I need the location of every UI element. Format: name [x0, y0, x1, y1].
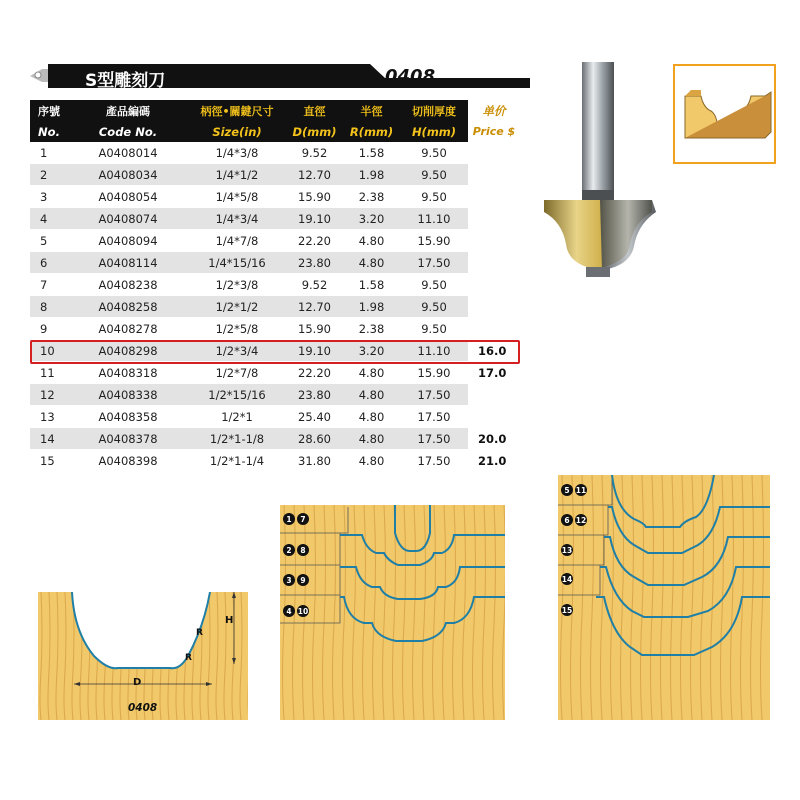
cell-size: 1/2*1 [188, 406, 286, 428]
cell-size: 1/4*15/16 [188, 252, 286, 274]
table-row [30, 384, 520, 406]
table-header-cn [30, 100, 520, 121]
cell-size: 1/2*1-1/8 [188, 428, 286, 450]
cell-h: 11.10 [400, 340, 468, 362]
cell-d: 12.70 [286, 164, 343, 186]
group-14 [561, 573, 573, 585]
cell-price [468, 186, 520, 208]
col-no-en: No. [30, 121, 68, 142]
cell-size: 1/2*5/8 [188, 318, 286, 340]
cell-price [468, 164, 520, 186]
cell-size: 1/4*5/8 [188, 186, 286, 208]
cell-price [468, 252, 520, 274]
cell-r: 2.38 [343, 186, 400, 208]
cell-h: 15.90 [400, 362, 468, 384]
cell-price [468, 142, 520, 164]
bullet-9: 9 [297, 574, 309, 586]
cell-no: 3 [30, 186, 68, 208]
cell-r: 4.80 [343, 406, 400, 428]
cell-price [468, 274, 520, 296]
cell-d: 25.40 [286, 406, 343, 428]
col-code-cn: 產品編碼 [68, 100, 188, 121]
cell-no: 11 [30, 362, 68, 384]
cell-no: 7 [30, 274, 68, 296]
cell-size: 1/2*15/16 [188, 384, 286, 406]
cell-d: 23.80 [286, 252, 343, 274]
cell-size: 1/2*7/8 [188, 362, 286, 384]
cell-code: A0408094 [68, 230, 188, 252]
bullet-8: 8 [297, 544, 309, 556]
cell-code: A0408278 [68, 318, 188, 340]
cell-no: 6 [30, 252, 68, 274]
cell-no: 2 [30, 164, 68, 186]
cell-code: A0408378 [68, 428, 188, 450]
table-row [30, 230, 520, 252]
col-code-en: Code No. [68, 121, 188, 142]
bullet-1: 1 [283, 513, 295, 525]
col-size-cn: 柄徑•關鍵尺寸 [188, 100, 286, 121]
cell-code: A0408054 [68, 186, 188, 208]
cell-no: 13 [30, 406, 68, 428]
cell-size: 1/4*1/2 [188, 164, 286, 186]
cell-r: 4.80 [343, 428, 400, 450]
bullet-2: 2 [283, 544, 295, 556]
cell-code: A0408338 [68, 384, 188, 406]
cell-r: 4.80 [343, 252, 400, 274]
col-d-cn: 直徑 [286, 100, 343, 121]
table-row [30, 252, 520, 274]
cell-code: A0408358 [68, 406, 188, 428]
cell-no: 5 [30, 230, 68, 252]
bullet-11: 11 [575, 485, 587, 495]
col-r-en: R(mm) [343, 121, 400, 142]
cell-size: 1/2*1-1/4 [188, 450, 286, 472]
table-row [30, 428, 520, 450]
col-r-cn: 半徑 [343, 100, 400, 121]
cell-h: 9.50 [400, 164, 468, 186]
cell-code: A0408074 [68, 208, 188, 230]
col-price-cn: 单价 [468, 100, 520, 121]
bullet-4: 4 [283, 605, 295, 617]
cell-price [468, 318, 520, 340]
page-title: S型雕刻刀 [85, 71, 166, 91]
dim-d-label: D [133, 677, 142, 688]
cell-price [468, 406, 520, 428]
dim-r1-label: R [196, 628, 203, 638]
cell-d: 23.80 [286, 384, 343, 406]
cell-h: 17.50 [400, 428, 468, 450]
cell-r: 4.80 [343, 230, 400, 252]
group-15 [561, 604, 573, 616]
cell-size: 1/4*3/8 [188, 142, 286, 164]
profile-sample-icon [673, 64, 776, 164]
table-row [30, 208, 520, 230]
cell-no: 12 [30, 384, 68, 406]
table-row [30, 450, 520, 472]
cell-h: 15.90 [400, 230, 468, 252]
bullet-3: 3 [283, 574, 295, 586]
cell-code: A0408398 [68, 450, 188, 472]
cell-no: 14 [30, 428, 68, 450]
cell-h: 9.50 [400, 318, 468, 340]
main-profile-diagram [38, 592, 248, 720]
cell-size: 1/2*3/4 [188, 340, 286, 362]
group-5-11 [561, 484, 587, 496]
cell-d: 28.60 [286, 428, 343, 450]
col-d-en: D(mm) [286, 121, 343, 142]
bullet-13: 13 [561, 545, 573, 555]
table-row [30, 142, 520, 164]
cell-d: 9.52 [286, 142, 343, 164]
right-profile-diagram [558, 475, 770, 720]
cell-d: 19.10 [286, 208, 343, 230]
bullet-6: 6 [561, 514, 573, 526]
cell-d: 22.20 [286, 230, 343, 252]
cell-price [468, 208, 520, 230]
cell-r: 1.58 [343, 142, 400, 164]
cell-code: A0408238 [68, 274, 188, 296]
cell-size: 1/2*1/2 [188, 296, 286, 318]
cell-d: 15.90 [286, 318, 343, 340]
cell-code: A0408114 [68, 252, 188, 274]
table-row [30, 362, 520, 384]
group-1-7 [283, 513, 309, 525]
cell-h: 17.50 [400, 384, 468, 406]
bullet-14: 14 [561, 574, 573, 584]
cell-no: 15 [30, 450, 68, 472]
highlighted-row-box [30, 340, 520, 364]
cell-r: 1.98 [343, 164, 400, 186]
bullet-10: 10 [297, 606, 309, 616]
diagram-code-label: 0408 [128, 702, 158, 714]
cell-code: A0408318 [68, 362, 188, 384]
cell-r: 3.20 [343, 340, 400, 362]
col-no-cn: 序號 [30, 100, 68, 121]
cell-no: 4 [30, 208, 68, 230]
cell-price: 21.0 [468, 450, 520, 472]
mid-profile-diagram [280, 505, 505, 720]
group-4-10 [283, 605, 309, 617]
cell-h: 17.50 [400, 450, 468, 472]
cell-price [468, 230, 520, 252]
cell-r: 4.80 [343, 384, 400, 406]
cell-d: 9.52 [286, 274, 343, 296]
cell-d: 12.70 [286, 296, 343, 318]
cell-h: 9.50 [400, 274, 468, 296]
bullet-12: 12 [575, 515, 587, 525]
cell-code: A0408258 [68, 296, 188, 318]
group-6-12 [561, 514, 587, 526]
cell-d: 31.80 [286, 450, 343, 472]
col-h-en: H(mm) [400, 121, 468, 142]
cell-code: A0408298 [68, 340, 188, 362]
cell-price: 20.0 [468, 428, 520, 450]
cell-h: 17.50 [400, 406, 468, 428]
cell-no: 8 [30, 296, 68, 318]
cell-h: 11.10 [400, 208, 468, 230]
cell-size: 1/2*3/8 [188, 274, 286, 296]
cell-r: 1.98 [343, 296, 400, 318]
dim-h-label: H [225, 615, 234, 626]
cell-price: 16.0 [468, 340, 520, 362]
cell-r: 3.20 [343, 208, 400, 230]
group-3-9 [283, 574, 309, 586]
dim-r2-label: R [185, 653, 192, 663]
cell-no: 9 [30, 318, 68, 340]
table-row [30, 406, 520, 428]
cell-d: 19.10 [286, 340, 343, 362]
cell-r: 2.38 [343, 318, 400, 340]
table-row [30, 274, 520, 296]
table-row [30, 318, 520, 340]
group-2-8 [283, 544, 309, 556]
cell-price [468, 296, 520, 318]
cell-no: 1 [30, 142, 68, 164]
table-header-en [30, 121, 520, 142]
cell-price: 17.0 [468, 362, 520, 384]
cell-size: 1/4*7/8 [188, 230, 286, 252]
bullet-7: 7 [297, 513, 309, 525]
product-series-code: 0408 [385, 66, 436, 87]
cell-r: 4.80 [343, 362, 400, 384]
bullet-15: 15 [561, 605, 573, 615]
cell-h: 17.50 [400, 252, 468, 274]
cell-r: 1.58 [343, 274, 400, 296]
table-body [30, 142, 520, 472]
table-row [30, 186, 520, 208]
router-bit-icon [530, 62, 665, 287]
col-h-cn: 切削厚度 [400, 100, 468, 121]
cell-no: 10 [30, 340, 68, 362]
cell-code: A0408034 [68, 164, 188, 186]
cell-d: 15.90 [286, 186, 343, 208]
group-13 [561, 544, 573, 556]
cell-code: A0408014 [68, 142, 188, 164]
col-size-en: Size(in) [188, 121, 286, 142]
cell-d: 22.20 [286, 362, 343, 384]
cell-size: 1/4*3/4 [188, 208, 286, 230]
cell-price [468, 384, 520, 406]
cell-h: 9.50 [400, 142, 468, 164]
table-row [30, 296, 520, 318]
table-row [30, 164, 520, 186]
spec-table [30, 100, 520, 472]
cell-h: 9.50 [400, 296, 468, 318]
cell-r: 4.80 [343, 450, 400, 472]
cell-h: 9.50 [400, 186, 468, 208]
col-price-en: Price $ [468, 121, 520, 142]
bullet-5: 5 [561, 484, 573, 496]
